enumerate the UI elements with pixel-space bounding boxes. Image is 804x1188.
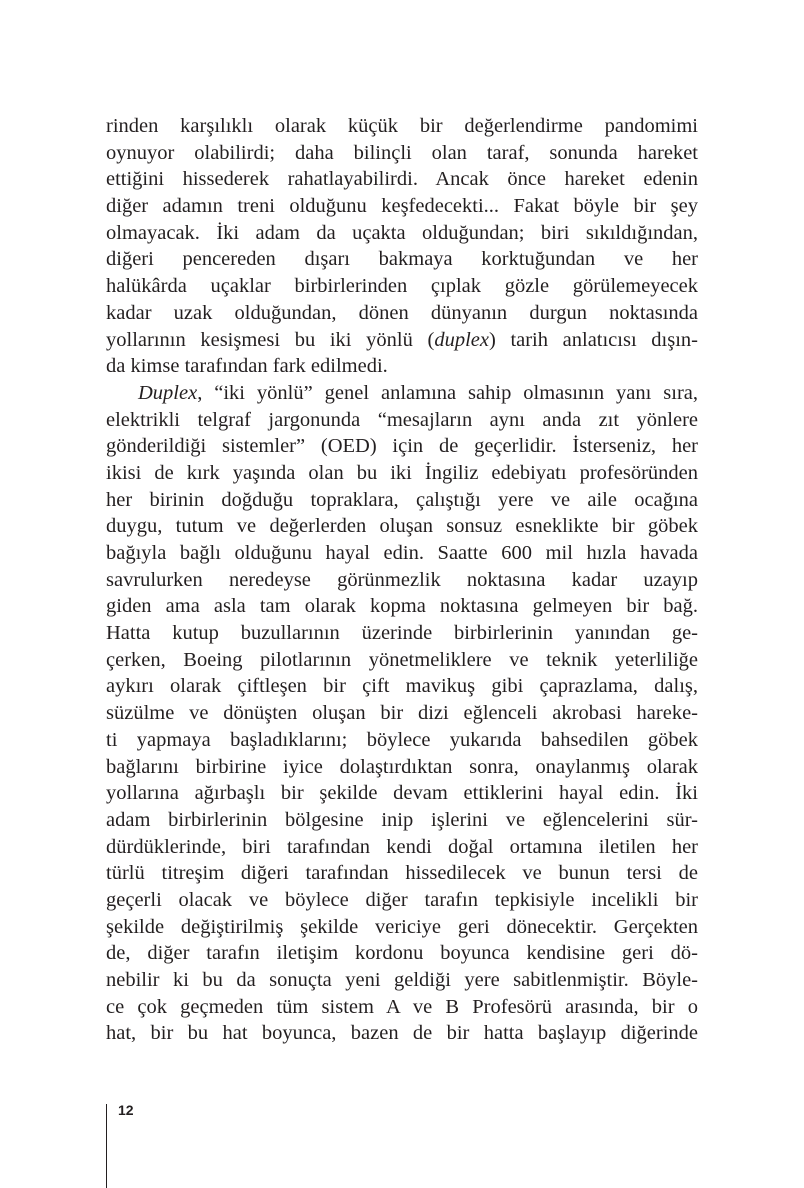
italic-term: Duplex <box>138 381 198 404</box>
text-line <box>106 860 698 887</box>
text-run: şekilde değiştirilmiş şekilde vericiye geri dönecektir. Gerçekten <box>106 915 698 938</box>
text-run: diğer adamın treni olduğunu keşfedecekti... Fakat böyle bir şey <box>106 195 698 218</box>
text-run: giden ama asla tam olarak kopma noktasına gelmeyen bir bağ. <box>106 595 698 618</box>
text-run: adam birbirlerinin bölgesine inip işlerini ve eğlencelerini sür- <box>106 808 698 831</box>
text-run: da kimse tarafından fark edilmedi. <box>106 355 388 378</box>
text-run: çerken, Boeing pilotlarının yönetmeliklere ve teknik yeterliliğe <box>106 648 698 671</box>
text-run: ettiğini hissederek rahatlayabilirdi. Ancak önce hareket edenin <box>106 168 698 191</box>
page-number: 12 <box>118 1102 134 1118</box>
text-line <box>106 246 698 273</box>
text-line <box>106 273 698 300</box>
text-line <box>106 967 698 994</box>
text-run: de, diğer tarafın iletişim kordonu boyunca kendisine geri dö- <box>106 942 698 965</box>
text-run: elektrikli telgraf jargonunda “mesajların aynı anda zıt yönlere <box>106 408 698 431</box>
text-run: ti yapmaya başladıklarını; böylece yukarıda bahsedilen göbek <box>106 728 698 751</box>
page-body-text <box>106 113 698 1047</box>
text-run: aykırı olarak çiftleşen bir çift mavikuş gibi çaprazlama, dalış, <box>106 675 698 698</box>
text-run: türlü titreşim diğeri tarafından hissedilecek ve bunun tersi de <box>106 862 698 885</box>
text-line <box>106 407 698 434</box>
text-run: nebilir ki bu da sonuçta yeni geldiği yere sabitlenmiştir. Böyle- <box>106 969 698 991</box>
text-line <box>106 540 698 567</box>
footer-vertical-rule <box>106 1104 107 1188</box>
text-run: dürdüklerinde, biri tarafından kendi doğal ortamına iletilen her <box>106 835 698 858</box>
text-line <box>106 513 698 540</box>
text-run: ce çok geçmeden tüm sistem A ve B Profesörü arasında, bir o <box>106 995 698 1018</box>
text-run: , “iki yönlü” genel anlamına sahip olmasının yanı sıra, <box>197 381 698 404</box>
text-line <box>106 193 698 220</box>
text-line <box>106 433 698 460</box>
text-run: geçerli olacak ve böylece diğer tarafın tepkisiyle incelikli bir <box>106 888 698 911</box>
text-line <box>106 834 698 861</box>
text-line <box>106 647 698 674</box>
paragraph <box>106 380 698 1047</box>
text-run: Hatta kutup buzullarının üzerinde birbirlerinin yanından ge- <box>106 622 698 645</box>
text-line <box>106 673 698 700</box>
text-line <box>106 300 698 327</box>
text-run: rinden karşılıklı olarak küçük bir değerlendirme pandomimi <box>106 115 698 137</box>
text-line <box>106 460 698 487</box>
text-run: gönderildiği sistemler” (OED) için de geçerlidir. İsterseniz, her <box>106 435 698 458</box>
italic-term: duplex <box>434 328 489 351</box>
text-line <box>106 140 698 167</box>
text-run: yollarına ağırbaşlı bir şekilde devam ettiklerini hayal edin. İki <box>106 782 698 805</box>
text-line <box>106 353 698 380</box>
text-line <box>106 940 698 967</box>
text-line <box>106 754 698 781</box>
text-line <box>106 914 698 941</box>
text-line <box>106 593 698 620</box>
text-line <box>106 113 698 140</box>
text-run: bağıyla bağlı olduğunu hayal edin. Saatte 600 mil hızla havada <box>106 542 698 564</box>
text-run: oynuyor olabilirdi; daha bilinçli olan taraf, sonunda hareket <box>106 141 698 164</box>
text-line <box>106 620 698 647</box>
text-run: kadar uzak olduğundan, dönen dünyanın durgun noktasında <box>106 301 698 324</box>
text-run: ) tarih anlatıcısı dışın- <box>488 328 698 351</box>
text-run: ikisi de kırk yaşında olan bu iki İngiliz edebiyatı profesöründen <box>106 461 698 484</box>
text-run: olmayacak. İki adam da uçakta olduğundan; biri sıkıldığından, <box>106 221 698 244</box>
text-line <box>106 487 698 514</box>
text-line <box>106 220 698 247</box>
text-run: savrulurken neredeyse görünmezlik noktasına kadar uzayıp <box>106 568 698 591</box>
text-line <box>106 780 698 807</box>
text-line <box>106 727 698 754</box>
text-line <box>106 887 698 914</box>
text-run: yollarının kesişmesi bu iki yönlü ( <box>106 328 435 351</box>
text-line <box>106 380 698 407</box>
text-line <box>106 567 698 594</box>
text-run: diğeri pencereden dışarı bakmaya korktuğundan ve her <box>106 248 698 271</box>
text-run: süzülme ve dönüşten oluşan bir dizi eğlenceli akrobasi hareke- <box>106 702 698 725</box>
text-run: hat, bir bu hat boyunca, bazen de bir hatta başlayıp diğerinde <box>106 1022 698 1045</box>
text-line <box>106 327 698 354</box>
text-line <box>106 166 698 193</box>
text-line <box>106 994 698 1021</box>
paragraph <box>106 113 698 380</box>
text-line <box>106 807 698 834</box>
text-run: her birinin doğduğu topraklara, çalıştığı yere ve aile ocağına <box>106 488 698 511</box>
text-line <box>106 1020 698 1047</box>
text-run: duygu, tutum ve değerlerden oluşan sonsuz esneklikte bir göbek <box>106 515 698 538</box>
text-run: bağlarını birbirine iyice dolaştırdıktan sonra, onaylanmış olarak <box>106 755 698 778</box>
text-line <box>106 700 698 727</box>
text-run: halükârda uçaklar birbirlerinden çıplak gözle görülemeyecek <box>106 275 698 298</box>
